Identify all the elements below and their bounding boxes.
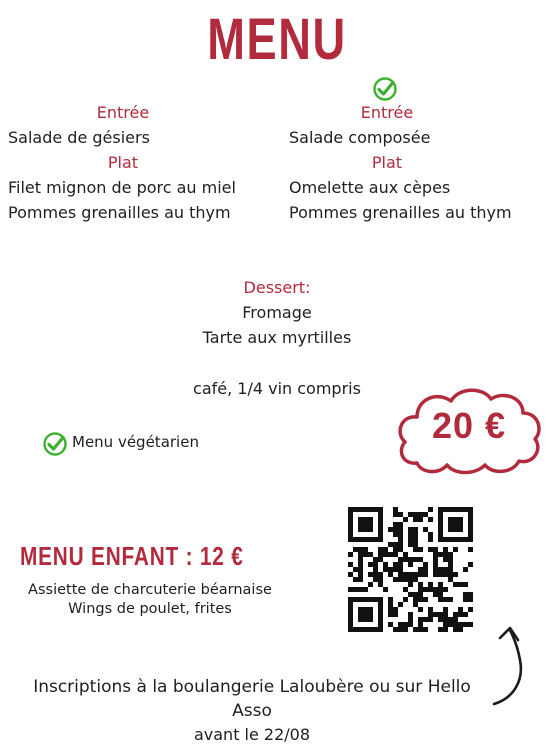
dessert-item: Tarte aux myrtilles [202, 328, 352, 347]
menu-column-right [289, 100, 551, 225]
menu-price: 20 € [431, 405, 507, 446]
kids-menu-item: Assiette de charcuterie béarnaise [28, 582, 272, 598]
kids-menu-title: MENU ENFANT : 12 € [20, 541, 244, 571]
entree-item: Salade de gésiers [8, 128, 150, 147]
plat-item: Pommes grenailles au thym [8, 203, 231, 222]
plat-item: Omelette aux cèpes [289, 178, 451, 197]
registration-line: Asso [232, 701, 272, 721]
plat-item: Filet mignon de porc au miel [8, 178, 236, 197]
qr-code[interactable] [348, 507, 473, 632]
dessert-label: Dessert: [243, 278, 311, 297]
plat-label: Plat [371, 153, 403, 172]
registration-line: Inscriptions à la boulangerie Laloubère ou sur Hello [33, 677, 471, 697]
registration-deadline: avant le 22/08 [193, 725, 311, 744]
menu-title: MENU [207, 7, 347, 72]
plat-item: Pommes grenailles au thym [289, 203, 512, 222]
kids-menu-item: Wings de poulet, frites [68, 601, 232, 617]
kids-menu-items [0, 581, 300, 619]
check-circle-icon [42, 431, 68, 457]
plat-label: Plat [107, 153, 139, 172]
entree-item: Salade composée [289, 128, 431, 147]
entree-label: Entrée [96, 103, 150, 122]
registration-info [0, 675, 504, 747]
dessert-item: Fromage [242, 303, 312, 322]
dessert-section [0, 275, 554, 350]
extras-text: café, 1/4 vin compris [193, 379, 361, 398]
entree-label: Entrée [360, 103, 414, 122]
menu-column-left [8, 100, 278, 225]
vegetarian-note: Menu végétarien [72, 433, 199, 451]
check-circle-icon [372, 76, 398, 102]
